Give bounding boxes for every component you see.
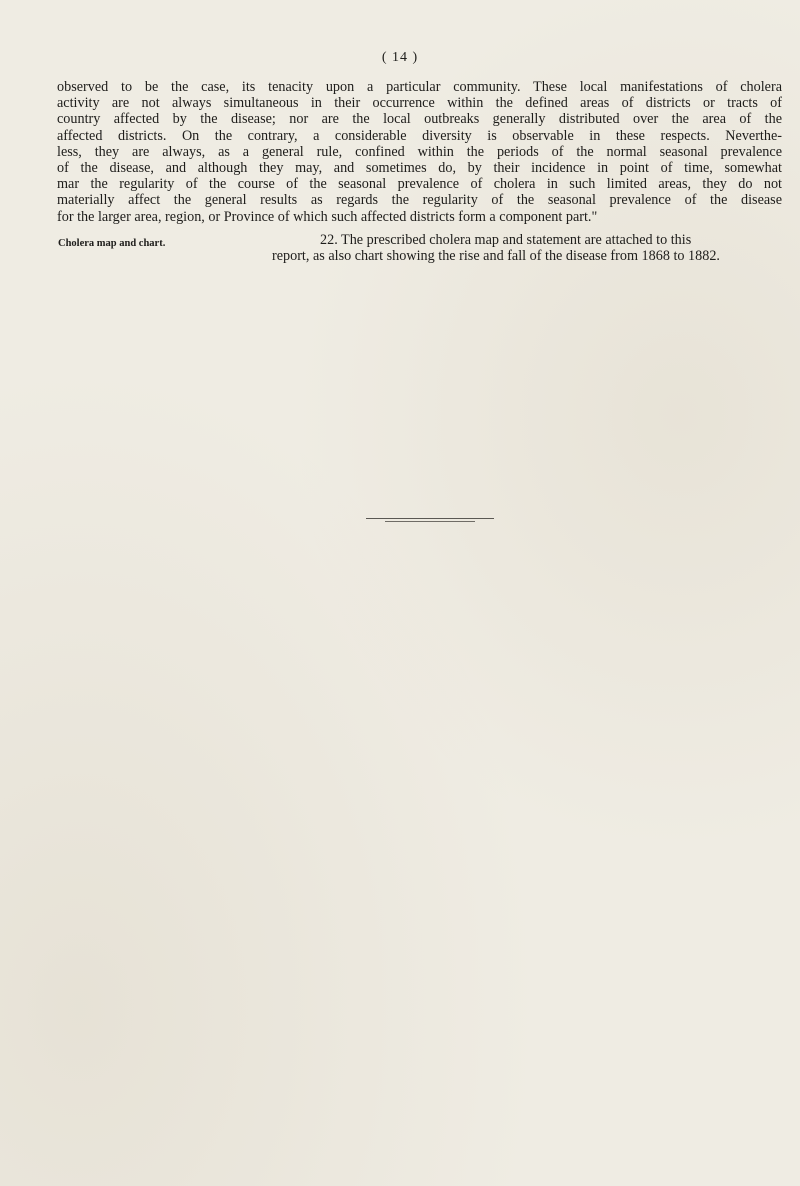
section-divider-secondary <box>385 521 475 522</box>
body-paragraph <box>57 79 782 225</box>
body-line: affected districts. On the contrary, a considerable diversity is observable in these respects. Neverthe- <box>57 127 782 144</box>
body-line: for the larger area, region, or Province of which such affected districts form a component part." <box>57 208 598 225</box>
body-line: country affected by the disease; nor are the local outbreaks generally distributed over the area of the <box>57 111 782 128</box>
paragraph-22-line: 22. The prescribed cholera map and statement are attached to this <box>320 232 692 248</box>
body-line: less, they are always, as a general rule, confined within the periods of the normal seasonal prevalence <box>57 143 782 160</box>
body-line: of the disease, and although they may, and sometimes do, by their incidence in point of time, somewhat <box>57 160 782 177</box>
margin-note: Cholera map and chart. <box>58 238 166 249</box>
body-line: activity are not always simultaneous in their occurrence within the defined areas of districts or tracts of <box>57 95 782 112</box>
body-line: mar the regularity of the course of the seasonal prevalence of cholera in such limited areas, they do not <box>57 176 782 193</box>
paragraph-22 <box>272 232 782 264</box>
section-divider <box>366 518 494 519</box>
paragraph-22-line: report, as also chart showing the rise and fall of the disease from 1868 to 1882. <box>272 248 720 265</box>
body-line: observed to be the case, its tenacity upon a particular community. These local manifestations of cholera <box>57 79 782 95</box>
body-line: materially affect the general results as regards the regularity of the seasonal prevalence of the disease <box>57 192 782 209</box>
page-number: ( 14 ) <box>381 50 419 65</box>
